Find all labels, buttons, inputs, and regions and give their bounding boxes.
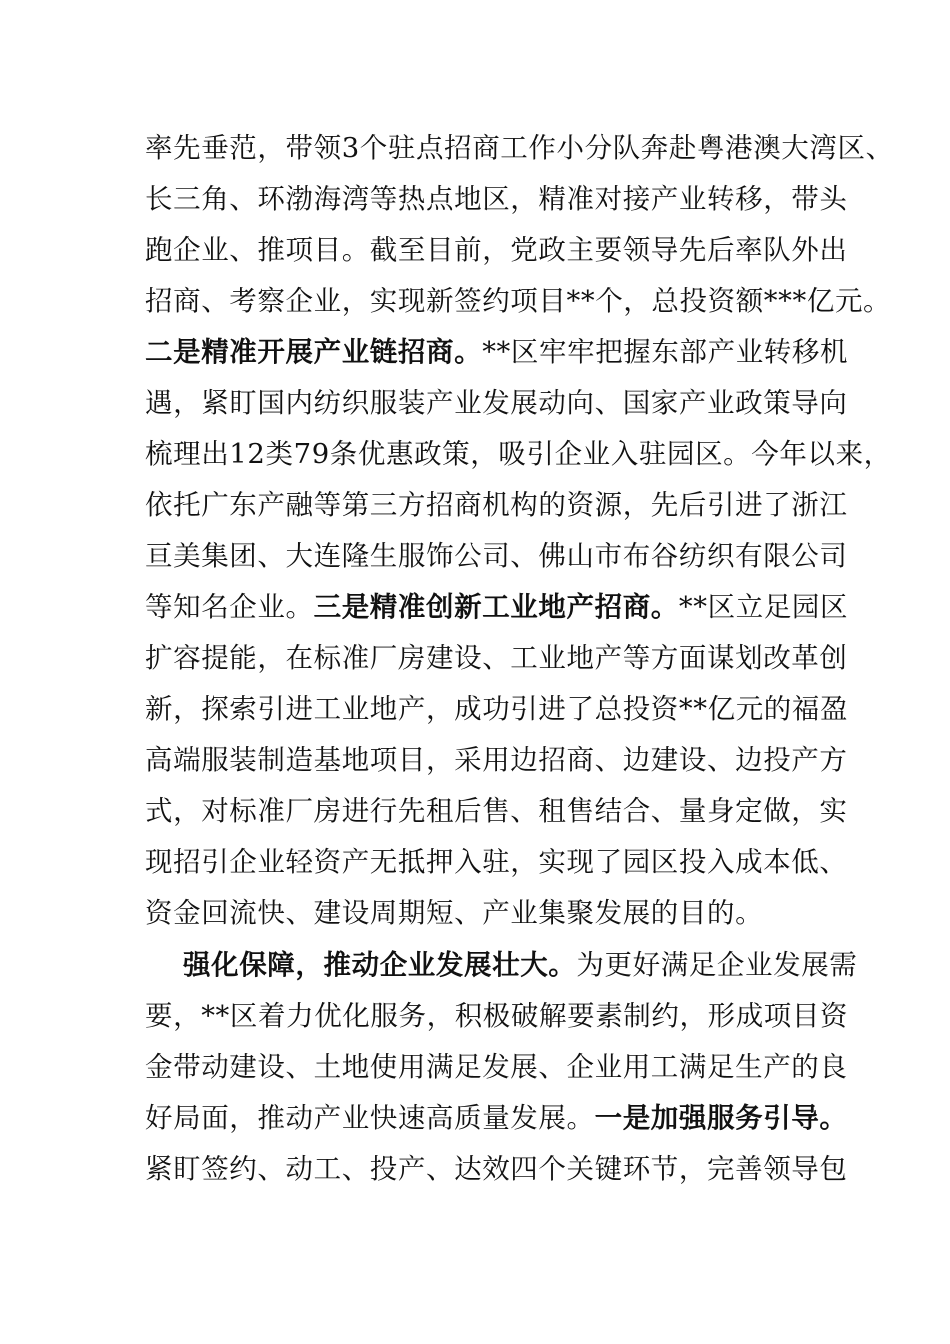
text-segment: 金带动建设、土地使用满足发展、企业用工满足生产的良 xyxy=(145,1051,848,1083)
paragraph-line xyxy=(145,895,825,931)
paragraph-line xyxy=(145,1100,848,1136)
paragraph-line xyxy=(145,283,892,319)
text-segment: 遇，紧盯国内纺织服装产业发展动向、国家产业政策导向 xyxy=(145,387,848,419)
paragraph-line xyxy=(145,844,848,880)
text-segment: 跑企业、推项目。截至目前，党政主要领导先后率队外出 xyxy=(145,234,848,266)
paragraph-line xyxy=(145,130,894,166)
text-segment: 招商、考察企业，实现新签约项目**个，总投资额***亿元。 xyxy=(145,285,892,317)
text-segment: **区立足园区 xyxy=(678,591,849,623)
text-segment: 率先垂范，带领3个驻点招商工作小分队奔赴粤港澳大湾区、 xyxy=(145,132,894,164)
paragraph-line xyxy=(145,385,848,421)
paragraph-line xyxy=(183,947,858,983)
text-segment: 现招引企业轻资产无抵押入驻，实现了园区投入成本低、 xyxy=(145,846,848,878)
text-segment: 为更好满足企业发展需 xyxy=(576,949,858,981)
bold-heading-segment: 二是精准开展产业链招商。 xyxy=(145,336,483,368)
bold-heading-segment: 强化保障，推动企业发展壮大。 xyxy=(183,949,577,981)
text-segment: 亘美集团、大连隆生服饰公司、佛山市布谷纺织有限公司 xyxy=(145,540,848,572)
paragraph-line xyxy=(145,589,849,625)
text-segment: 高端服装制造基地项目，采用边招商、边建设、边投产方 xyxy=(145,744,848,776)
bold-heading-segment: 三是精准创新工业地产招商。 xyxy=(313,591,679,623)
paragraph-line xyxy=(145,181,848,217)
paragraph-line xyxy=(145,793,848,829)
text-segment: 资金回流快、建设周期短、产业集聚发展的目的。 xyxy=(145,897,764,929)
text-segment: 好局面，推动产业快速高质量发展。 xyxy=(145,1102,595,1134)
text-segment: 依托广东产融等第三方招商机构的资源，先后引进了浙江 xyxy=(145,489,848,521)
paragraph-line xyxy=(145,1049,848,1085)
text-segment: 新，探索引进工业地产，成功引进了总投资**亿元的福盈 xyxy=(145,693,849,725)
paragraph-line xyxy=(145,691,849,727)
paragraph-line xyxy=(145,1151,848,1187)
text-segment: 长三角、环渤海湾等热点地区，精准对接产业转移，带头 xyxy=(145,183,848,215)
paragraph-line xyxy=(145,436,892,472)
paragraph-line xyxy=(145,334,849,370)
text-segment: 要，**区着力优化服务，积极破解要素制约，形成项目资 xyxy=(145,1000,849,1032)
text-segment: 扩容提能，在标准厂房建设、工业地产等方面谋划改革创 xyxy=(145,642,848,674)
text-segment: 紧盯签约、动工、投产、达效四个关键环节，完善领导包 xyxy=(145,1153,848,1185)
paragraph-line xyxy=(145,487,848,523)
paragraph-line xyxy=(145,742,848,778)
paragraph-line xyxy=(145,538,848,574)
paragraph-line xyxy=(145,998,849,1034)
paragraph-line xyxy=(145,640,848,676)
text-segment: 式，对标准厂房进行先租后售、租售结合、量身定做，实 xyxy=(145,795,848,827)
bold-heading-segment: 一是加强服务引导。 xyxy=(594,1102,848,1134)
text-segment: 等知名企业。 xyxy=(145,591,314,623)
paragraph-line xyxy=(145,232,848,268)
text-segment: 梳理出12类79条优惠政策，吸引企业入驻园区。今年以来， xyxy=(145,438,892,470)
text-segment: **区牢牢把握东部产业转移机 xyxy=(482,336,849,368)
